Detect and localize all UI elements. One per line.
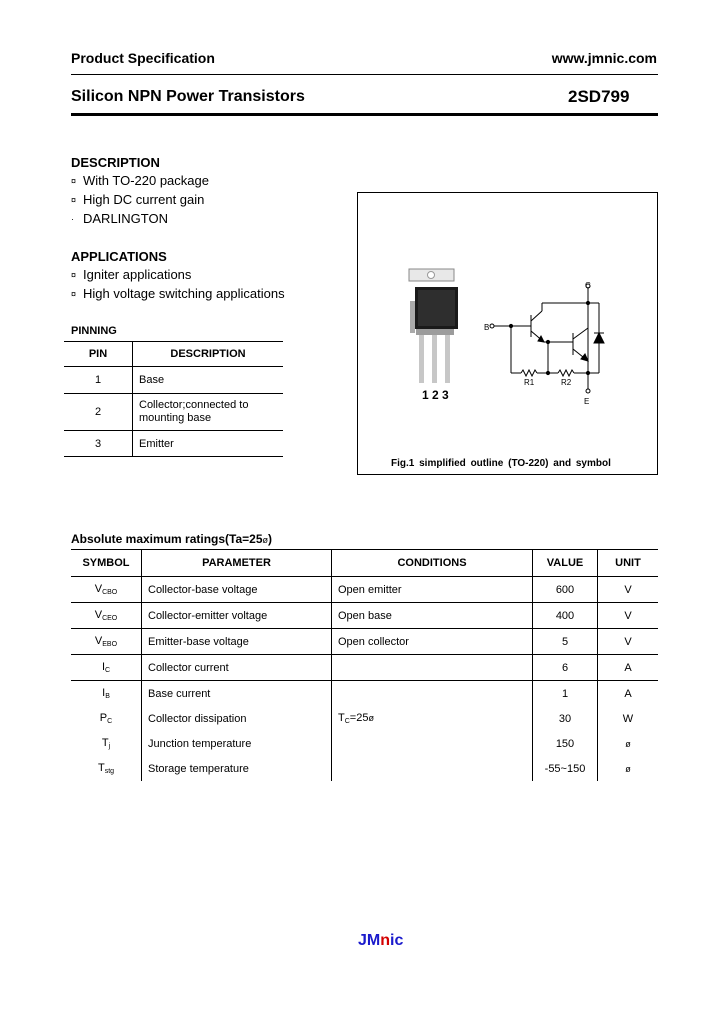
- table-row: [64, 367, 283, 394]
- value-cell: 600: [533, 577, 598, 603]
- collector-label: C: [585, 281, 591, 290]
- unit-cell: A: [624, 687, 632, 700]
- header-left: Product Specification: [71, 50, 215, 66]
- table-row: [71, 655, 658, 681]
- base-label: B: [484, 323, 490, 332]
- parameter-cell: Collector-base voltage: [142, 577, 332, 603]
- header-website[interactable]: www.jmnic.com: [551, 50, 657, 66]
- header-rule-thin: [71, 74, 658, 75]
- bullet-icon: ¤: [71, 195, 77, 205]
- pin-cell: 2: [64, 394, 133, 431]
- figure-box: [357, 192, 658, 475]
- brand-text-a: JM: [358, 932, 381, 949]
- unit-cell: A: [598, 655, 659, 681]
- r2-label: R2: [561, 378, 572, 387]
- symbol-cell: $I_C$: [71, 655, 142, 681]
- list-item: ¤ With TO-220 package: [71, 171, 209, 190]
- conditions-cell: [332, 681, 533, 707]
- unit-cell: W: [622, 712, 634, 725]
- ratings-table: [71, 549, 658, 781]
- symbol-cell: $I_B$: [71, 681, 142, 707]
- bullet-icon: ·: [71, 214, 74, 224]
- parameter-cell: Collector-emitter voltage: [142, 603, 332, 629]
- table-row: [71, 629, 658, 655]
- desc-cell: Emitter: [133, 431, 284, 457]
- figure-caption: Fig.1 simplified outline (TO-220) and symbol: [391, 458, 611, 469]
- footer-logo: [358, 932, 403, 950]
- symbol-cell: $V_{EBO}$: [71, 629, 142, 655]
- value-cell: 6: [533, 655, 598, 681]
- unit-cell: V: [598, 629, 659, 655]
- figure-drawing: [358, 193, 657, 474]
- list-item: ¤ Igniter applications: [71, 265, 285, 284]
- symbol-cell: $V_{CEO}$: [71, 603, 142, 629]
- darlington-symbol: [490, 284, 604, 393]
- bullet-icon: ¤: [71, 289, 77, 299]
- table-row: [64, 394, 283, 431]
- symbol-column-header: SYMBOL: [71, 550, 142, 577]
- value-cell: 5: [533, 629, 598, 655]
- parameter-cell: Emitter-base voltage: [142, 629, 332, 655]
- unit-column-header: UNIT: [598, 550, 659, 577]
- conditions-cell: [332, 655, 533, 681]
- value-cell: 1: [533, 681, 598, 707]
- pin-cell: 3: [64, 431, 133, 457]
- table-row: [71, 603, 658, 629]
- desc-cell: Collector;connected to mounting base: [133, 394, 284, 431]
- header-rule-thick: [71, 113, 658, 116]
- page-title: Silicon NPN Power Transistors: [71, 88, 305, 105]
- table-row: [71, 731, 658, 756]
- symbol-cell: $T_j$: [71, 731, 142, 756]
- bullet-icon: ¤: [71, 270, 77, 280]
- applications-heading: APPLICATIONS: [71, 249, 167, 264]
- pin-numbers: 1 2 3: [422, 388, 449, 402]
- parameter-cell: Storage temperature: [142, 756, 332, 781]
- unit-cell: V: [598, 603, 659, 629]
- parameter-cell: Collector dissipation: [142, 706, 332, 731]
- degree-glyph: ø: [262, 535, 268, 545]
- value-cell: -55~150: [533, 756, 598, 781]
- desc-column-header: DESCRIPTION: [133, 342, 284, 367]
- unit-cell: V: [598, 577, 659, 603]
- bullet-icon: ¤: [71, 176, 77, 186]
- value-cell: 400: [533, 603, 598, 629]
- parameter-column-header: PARAMETER: [142, 550, 332, 577]
- parameter-cell: Base current: [142, 681, 332, 707]
- pinning-heading: PINNING: [71, 325, 117, 337]
- value-cell: 150: [533, 731, 598, 756]
- description-list: [71, 171, 209, 228]
- pin-cell: 1: [64, 367, 133, 394]
- conditions-cell: Open base: [332, 603, 533, 629]
- pinning-table: [64, 341, 283, 457]
- brand-text-b: n: [380, 932, 391, 949]
- table-row: [71, 577, 658, 603]
- applications-list: [71, 265, 285, 303]
- list-item: ¤ High voltage switching applications: [71, 284, 285, 303]
- unit-cell: ø: [625, 763, 631, 774]
- degree-glyph: ø: [368, 713, 374, 723]
- list-item: · DARLINGTON: [71, 209, 209, 228]
- conditions-column-header: CONDITIONS: [332, 550, 533, 577]
- list-item: ¤ High DC current gain: [71, 190, 209, 209]
- conditions-cell: [332, 756, 533, 781]
- value-cell: 30: [533, 706, 598, 731]
- description-heading: DESCRIPTION: [71, 155, 160, 170]
- pin-column-header: PIN: [64, 342, 133, 367]
- table-row: [71, 756, 658, 781]
- to220-package-image: [409, 269, 458, 383]
- r1-label: R1: [524, 378, 535, 387]
- unit-cell: ø: [625, 738, 631, 749]
- symbol-cell: $V_{CBO}$: [71, 577, 142, 603]
- symbol-cell: $T_{stg}$: [71, 756, 142, 781]
- table-row: [64, 431, 283, 457]
- emitter-label: E: [584, 397, 590, 406]
- desc-cell: Base: [133, 367, 284, 394]
- ratings-heading: Absolute maximum ratings(Ta=25ø): [71, 532, 272, 546]
- conditions-cell: [332, 731, 533, 756]
- value-column-header: VALUE: [533, 550, 598, 577]
- parameter-cell: Junction temperature: [142, 731, 332, 756]
- parameter-cell: Collector current: [142, 655, 332, 681]
- part-number: 2SD799: [568, 87, 630, 106]
- conditions-cell: $T_C=25ø$: [332, 706, 533, 731]
- table-row: [71, 681, 658, 707]
- table-row: [71, 706, 658, 731]
- conditions-cell: Open emitter: [332, 577, 533, 603]
- conditions-cell: Open collector: [332, 629, 533, 655]
- brand-text-c: ic: [390, 932, 404, 949]
- symbol-cell: $P_C$: [71, 706, 142, 731]
